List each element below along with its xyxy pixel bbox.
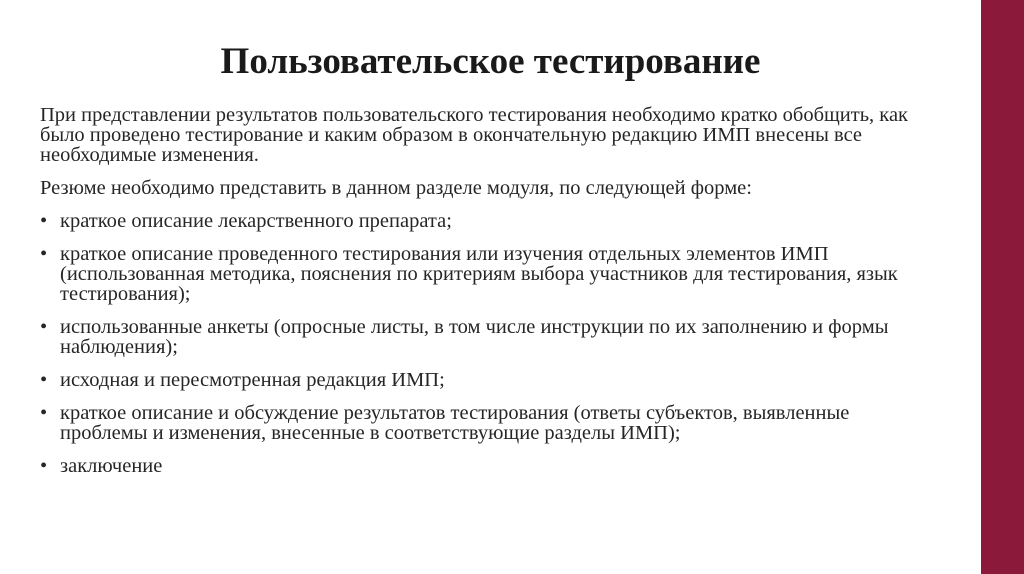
bullet-item [40,370,940,390]
bullet-icon: • [40,243,48,265]
bullet-icon: • [40,210,48,232]
bullet-icon: • [40,455,48,477]
bullet-list [40,211,940,476]
bullet-item [40,456,940,476]
bullet-item [40,317,940,357]
bullet-item [40,211,940,231]
bullet-item [40,403,940,443]
bullet-text: краткое описание проведенного тестирования или изучения отдельных элементов ИМП (использованная методика, пояснения по критериям выбора участников для тестирования, язык тестирования); [60,243,898,305]
bullet-item [40,244,940,304]
bullet-icon: • [40,316,48,338]
bullet-text: краткое описание и обсуждение результатов тестирования (ответы субъектов, выявленные проблемы и изменения, внесенные в соответствующие разделы ИМП); [60,402,850,444]
accent-bar [981,0,1024,574]
bullet-icon: • [40,369,48,391]
bullet-text: заключение [60,455,163,477]
intro-paragraph: При представлении результатов пользовательского тестирования необходимо кратко обобщить, как было проведено тестирование и каким образом в окончательную редакцию ИМП внесены все необходимые изменения. [40,104,909,166]
bullet-text: краткое описание лекарственного препарата; [60,210,452,232]
form-paragraph: Резюме необходимо представить в данном разделе модуля, по следующей форме: [40,177,752,199]
bullet-text: исходная и пересмотренная редакция ИМП; [60,369,445,391]
bullet-text: использованные анкеты (опросные листы, в том числе инструкции по их заполнению и формы наблюдения); [60,316,889,358]
slide-content [40,105,940,489]
bullet-icon: • [40,402,48,424]
slide-title: Пользовательское тестирование [220,41,761,82]
